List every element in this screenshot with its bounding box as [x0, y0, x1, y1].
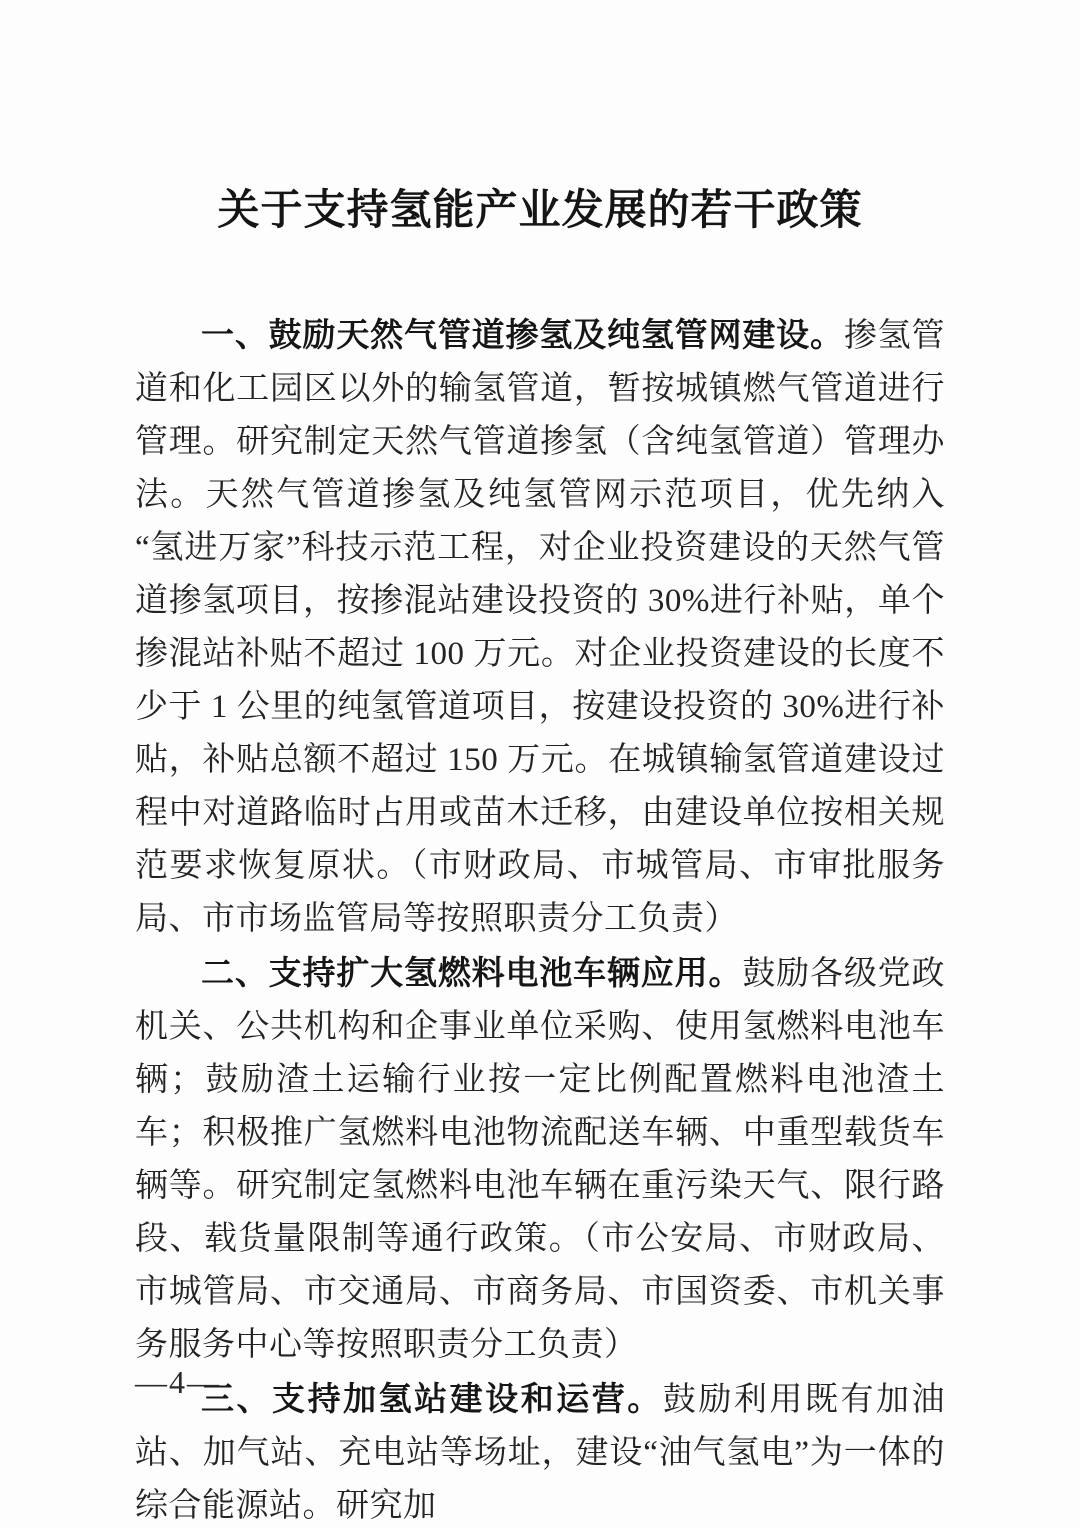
- policy-paragraph-2-body: 鼓励各级党政机关、公共机构和企事业单位采购、使用氢燃料电池车辆；鼓励渣土运输行业按一定比例配置燃料电池渣土车；积极推广氢燃料电池物流配送车辆、中重型载货车辆等。研究制定氢燃料电池车辆在重污染天气、限行路段、载货量限制等通行政策。（市公安局、市财政局、市城管局、市交通局、市商务局、市国资委、市机关事务服务中心等按照职责分工负责）: [135, 956, 946, 1363]
- policy-paragraph-3-heading: 三、支持加氢站建设和运营。: [201, 1380, 663, 1417]
- policy-paragraph-1: [135, 308, 945, 946]
- policy-paragraph-2-heading: 二、支持扩大氢燃料电池车辆应用。: [201, 954, 743, 991]
- policy-paragraph-3-body: 鼓励利用既有加油站、加气站、充电站等场址，建设“油气氢电”为一体的综合能源站。研究加: [135, 1382, 946, 1524]
- page-number: —4—: [135, 1364, 221, 1400]
- page-title: 关于支持氢能产业发展的若干政策: [217, 188, 863, 234]
- policy-paragraph-3: [135, 1372, 945, 1528]
- policy-paragraph-1-heading: 一、鼓励天然气管道掺氢及纯氢管网建设。: [201, 316, 844, 353]
- policy-paragraph-2: [135, 946, 945, 1372]
- policy-paragraph-1-body: 掺氢管道和化工园区以外的输氢管道，暂按城镇燃气管道进行管理。研究制定天然气管道掺氢（含纯氢管道）管理办法。天然气管道掺氢及纯氢管网示范项目，优先纳入“氢进万家”科技示范工程，对企业投资建设的天然气管道掺氢项目，按掺混站建设投资的 30%进行补贴，单个掺混站补贴不超过 100 万元。对企业投资建设的长度不少于 1 公里的纯氢管道项目，按建设投资的 30%进行补贴，补贴总额不超过 150 万元。在城镇输氢管道建设过程中对道路临时占用或苗木迁移，由建设单位按相关规范要求恢复原状。（市财政局、市城管局、市审批服务局、市市场监管局等按照职责分工负责）: [135, 318, 946, 937]
